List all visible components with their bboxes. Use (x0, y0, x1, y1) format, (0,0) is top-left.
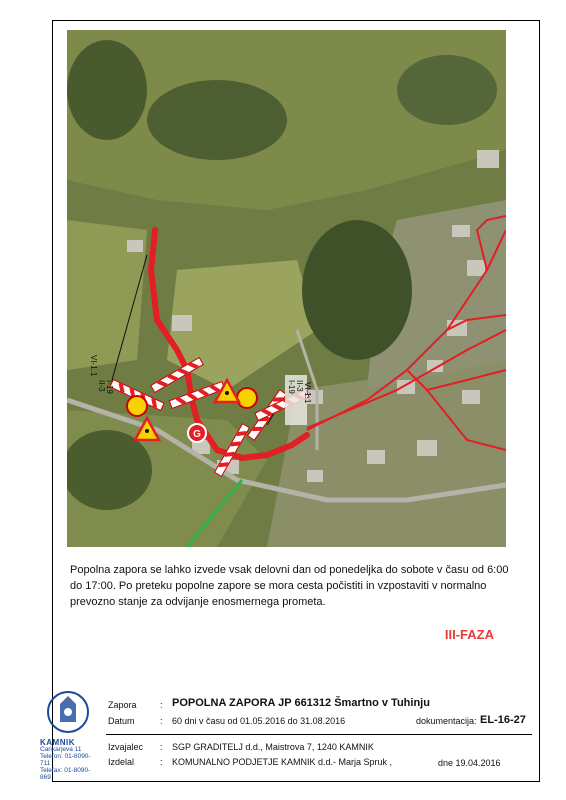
forest-4 (397, 55, 497, 125)
izdelal-label: Izdelal (108, 757, 135, 767)
zapora-colon: : (160, 700, 163, 710)
datum-value: 60 dni v času od 01.05.2016 do 31.08.2016 (172, 716, 346, 726)
logo-fax: Telefax: 01-8090-869 (40, 767, 91, 781)
logo-emblem-icon (64, 708, 72, 716)
phase-label: III-FAZA (444, 627, 494, 642)
issue-date: dne 19.04.2016 (438, 758, 501, 768)
logo-tel: Telefon: 01-8090-711 (40, 753, 91, 767)
izvajalec-label: Izvajalec (108, 742, 144, 752)
izvajalec-value: SGP GRADITELJ d.d., Maistrova 7, 1240 KAMNIK (172, 742, 374, 752)
forest-3 (67, 40, 147, 140)
divider-line (106, 734, 532, 735)
doc-value: EL-16-27 (480, 714, 526, 726)
datum-label: Datum (108, 716, 135, 726)
datum-colon: : (160, 716, 163, 726)
zapora-value: POPOLNA ZAPORA JP 661312 Šmartno v Tuhinju (172, 697, 430, 709)
sign-label-right-3: VI-1.1 (303, 382, 312, 404)
warning-light-left (127, 396, 147, 416)
sign-label-left-3: VI-1.1 (89, 355, 98, 377)
warning-light-right (237, 388, 257, 408)
izdelal-colon: : (160, 757, 163, 767)
sign-label-right-1: I-19 (287, 380, 296, 394)
logo-street: Cankarjeva 11 (40, 746, 82, 753)
forest-1 (302, 220, 412, 360)
aerial-map (67, 30, 506, 547)
sign-label-left-1: I-19 (105, 380, 114, 394)
izdelal-value: KOMUNALNO PODJETJE KAMNIK d.d.- Marja Spruk , (172, 757, 393, 767)
logo-name: KAMNIK (40, 738, 75, 747)
sign-label-left-2: II-3 (97, 380, 106, 392)
g-marker-label: G (193, 429, 201, 440)
doc-label: dokumentacija: (416, 716, 477, 726)
map-svg (67, 30, 506, 547)
zapora-label: Zapora (108, 700, 137, 710)
g-marker (188, 424, 206, 442)
forest-2 (147, 80, 287, 160)
logo-text (40, 739, 100, 781)
izvajalec-colon: : (160, 742, 163, 752)
sign-label-right-2: II-3 (295, 380, 304, 392)
closure-note: Popolna zapora se lahko izvede vsak delovni dan od ponedeljka do sobote v času od 6:00 do 17:00. Po preteku popolne zapore se mora cesta počistiti in vzpostaviti v normalno prevozno stanje za odvijanje enosmernega prometa. (70, 564, 509, 608)
